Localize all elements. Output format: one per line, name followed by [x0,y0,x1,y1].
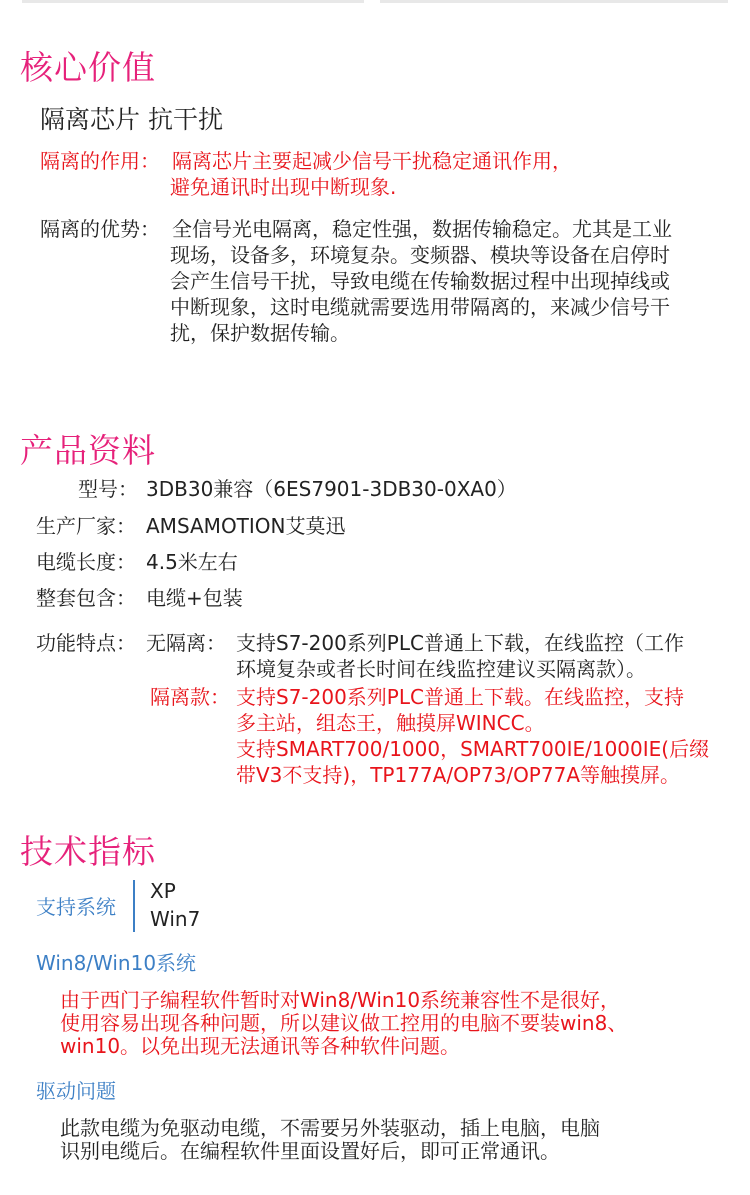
nonisolated-label: 无隔离： [146,631,226,655]
driver-line-1: 此款电缆为免驱动电缆，不需要另外装驱动，插上电脑，电脑 [60,1116,600,1140]
advantage-line-4: 中断现象，这时电缆就需要选用带隔离的，来减少信号干 [170,295,670,319]
maker-value: AMSAMOTION艾莫迅 [146,514,346,538]
package-value: 电缆+包装 [146,586,243,610]
isolated-line-1: 支持S7-200系列PLC普通上下载。在线监控，支持 [236,685,684,709]
product-info-heading: 产品资料 [20,431,156,470]
isolated-line-3: 支持SMART700/1000，SMART700IE/1000IE(后缀 [236,737,710,761]
isolated-line-2: 多主站，组态王，触摸屏WINCC。 [236,711,545,735]
core-value-heading: 核心价值 [20,48,156,87]
win10-label: Win8/Win10系统 [36,951,197,975]
model-value: 3DB30兼容（6ES7901-3DB30-0XA0） [146,477,517,501]
nonisolated-line-2: 环境复杂或者长时间在线监控建议买隔离款）。 [236,657,646,681]
function-label: 隔离的作用： [40,149,160,173]
win10-line-3: win10。以免出现无法通讯等各种软件问题。 [60,1034,461,1058]
isolated-line-4: 带V3不支持)，TP177A/OP73/OP77A等触摸屏。 [236,763,681,787]
model-label: 型号： [78,477,138,501]
top-divider-left [22,0,364,3]
advantage-line-1: 全信号光电隔离，稳定性强，数据传输稳定。尤其是工业 [172,217,672,241]
system-xp: XP [150,879,176,903]
driver-line-2: 识别电缆后。在编程软件里面设置好后，即可正常通讯。 [60,1139,560,1163]
length-label: 电缆长度： [36,550,136,574]
advantage-label: 隔离的优势： [40,217,160,241]
win10-line-2: 使用容易出现各种问题，所以建议做工控用的电脑不要装win8、 [60,1011,628,1035]
win10-line-1: 由于西门子编程软件暂时对Win8/Win10系统兼容性不是很好， [60,988,621,1012]
core-subheading: 隔离芯片 抗干扰 [40,105,223,134]
system-win7: Win7 [150,907,201,931]
driver-label: 驱动问题 [36,1079,116,1103]
tech-spec-heading: 技术指标 [20,832,156,871]
systems-divider [133,880,135,932]
function-line-2: 避免通讯时出现中断现象. [170,175,397,199]
length-value: 4.5米左右 [146,550,238,574]
advantage-line-5: 扰，保护数据传输。 [170,321,350,345]
advantage-line-2: 现场，设备多，环境复杂。变频器、模块等设备在启停时 [170,243,670,267]
advantage-line-3: 会产生信号干扰，导致电缆在传输数据过程中出现掉线或 [170,269,670,293]
nonisolated-line-1: 支持S7-200系列PLC普通上下载，在线监控（工作 [236,631,684,655]
isolated-label: 隔离款： [150,685,230,709]
systems-label: 支持系统 [36,895,116,919]
package-label: 整套包含： [36,586,136,610]
top-divider-right [380,0,728,3]
maker-label: 生产厂家： [36,514,136,538]
function-line-1: 隔离芯片主要起减少信号干扰稳定通讯作用， [172,149,572,173]
feature-label: 功能特点： [36,631,136,655]
